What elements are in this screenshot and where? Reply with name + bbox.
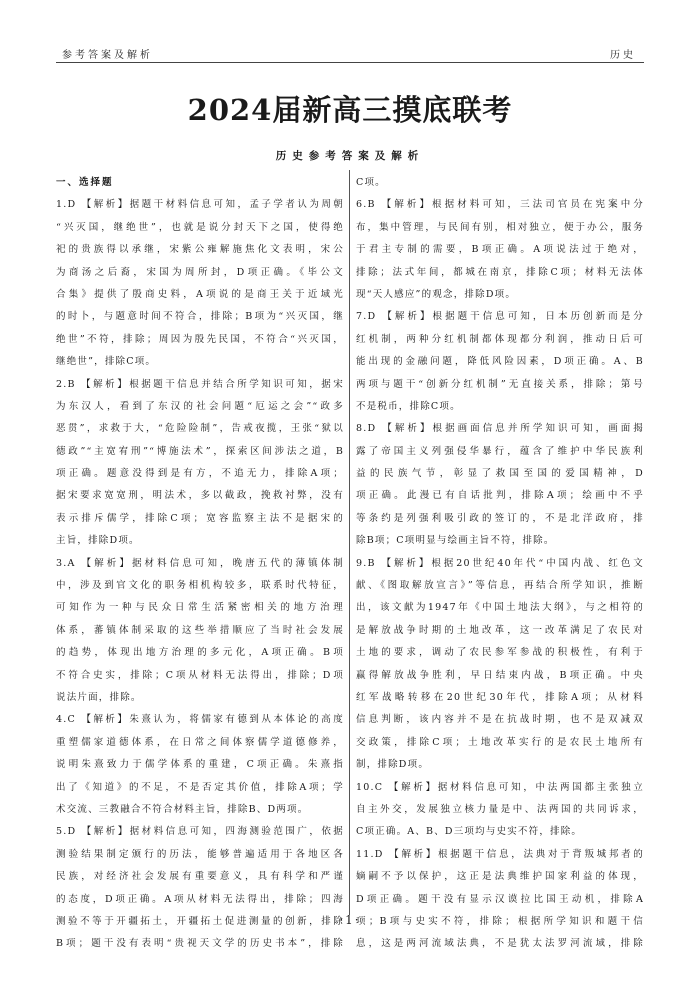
section-heading: 一、选择题 (56, 177, 114, 188)
answer-line: C项。 (356, 177, 386, 188)
answer-line: 制，排除D项。 (356, 759, 430, 771)
header-right-text: 历史 (610, 50, 636, 61)
answer-line: 为东汉人，看到了东汉的社会问题“厄运之会”“政多 (56, 400, 344, 412)
answer-line: 中，涉及到官文化的职务相机构较多，联系时代特征， (56, 580, 344, 592)
answer-line: 体系，蕃镇体制采取的这些举措顺应了当时社会发展 (56, 624, 344, 636)
answer-line: 的态度，D项正确。A项从材料无法得出，排除；四海 (56, 893, 344, 905)
header-rule (56, 62, 644, 63)
answer-line: 测验结果制定颁行的历法，能够普遍适用于各地区各 (56, 848, 344, 860)
answer-line: 露了帝国主义列强侵华暴行，蕴含了维护中华民族利 (356, 445, 644, 457)
question-line: 5.D 【解析】据材料信息可知，四海测验范围广，依据 (56, 826, 344, 838)
answer-line: 主旨，排除D项。 (56, 535, 140, 547)
question-line: 6.B 【解析】根据材料可知，三法司官员在宪案中分 (356, 199, 644, 211)
right-column (356, 172, 644, 956)
left-column (56, 172, 344, 956)
question-line: 1.D 【解析】据题干材料信息可知，孟子学者认为周朝 (56, 199, 344, 211)
answer-line: 现“天人感应”的观念，排除D项。 (356, 288, 517, 300)
answer-line: 不符合史实，排除；C项从材料无法得出，排除；D项 (56, 669, 344, 681)
answer-line: 的时卜，与题意时间不符合，排除；B项为“兴灭国，继 (56, 311, 344, 323)
answer-line: 可知作为一种与民众日常生活紧密相关的地方治理 (56, 602, 344, 614)
document-subtitle: 历史参考答案及解析 (275, 150, 425, 162)
question-line: 3.A 【解析】据材料信息可知，晚唐五代的薄镇体制 (56, 557, 344, 569)
answer-line: 嫡嗣不予以保护，这正是法典维护国家利益的体现， (356, 871, 644, 883)
answer-line: 交政策，排除C项；土地改革实行的是农民土地所有 (356, 736, 644, 748)
answer-line: 说法片面，排除。 (56, 691, 142, 703)
answer-line: 民族，对经济社会发展有重要意义，具有科学和严谨 (56, 871, 344, 883)
answer-line: 出，该文献为1947年《中国土地法大纲》，与之相符的 (356, 602, 644, 614)
answer-line: 信息判断，该内容并不是在抗战时期，也不是双减双 (356, 714, 644, 726)
answer-line: 赢得解放战争胜利，早日结束内战，B项正确。中央 (356, 669, 644, 681)
answer-line: 不是税币，排除C项。 (356, 400, 461, 412)
answer-line: B项；题干没有表明“贵视天文学的历史书本”，排除 (56, 938, 344, 950)
answer-line: 测验不等于开疆拓土，开疆拓土促进测量的创新，排除 (56, 915, 344, 927)
answer-line: 祀的贵族得以承继，宋紫公雍解施焦化文表明，宋公 (56, 244, 344, 256)
answer-line: 合集》提供了殷商史料，A项说的是商王关于近域光 (56, 288, 344, 300)
answer-line: 排除；法式年间，都城在南京，排除C项；材料无法体 (356, 266, 644, 278)
answer-line: C项正确。A、B、D三项均与史实不符，排除。 (356, 826, 583, 838)
answer-line: 益的民族气节，彰显了救国至国的爱国精神，D (356, 468, 644, 480)
answer-line: “兴灭国，继绝世”，也就是说分封天下之国，使得绝 (56, 221, 344, 233)
answer-line: 德政”“主宽宥刑”“博施法术”，探索区间涉法之道，B (56, 445, 344, 457)
answer-line: 说明朱熹致力于儒学体系的重建，C项正确。朱熹指 (56, 759, 344, 771)
answer-line: 据宋要求宽宽刑，明法术，多以截政，挽救衬弊，没有 (56, 490, 344, 502)
question-line: 9.B 【解析】根据20世纪40年代“中国内战、红色文 (356, 557, 644, 569)
answer-line: 的趋势，体现出地方治理的多元化，A项正确。B项 (56, 647, 344, 659)
page-number: ·1· (339, 913, 361, 927)
answer-line: 绝世”不符，排除；周因为殷先民国，不符合“兴灭国， (56, 333, 344, 345)
answer-line: 继绝世”，排除C项。 (56, 356, 157, 368)
document-title: 2024届新高三摸底联考 (187, 93, 513, 127)
answer-line: 能出现的金融问题，降低风险因素，D项正确。A、B (356, 356, 644, 368)
answer-line: 自主外交，发展独立核力量是中、法两国的共同诉求， (356, 803, 644, 815)
answer-line: 红机制，两种分红机制都体现都分利润，推动日后可 (356, 333, 644, 345)
question-line: 10.C 【解析】据材料信息可知，中法两国都主张独立 (356, 781, 644, 793)
answer-line: 红军战略转移在20世纪30年代，排除A项；从材料 (356, 691, 644, 703)
answer-line: 出了《知道》的不足，不是否定其价值，排除A项；学 (56, 781, 344, 793)
answer-line: 术交流、三教融合不符合材料主旨，排除B、D两项。 (56, 803, 309, 815)
answer-line: 为商汤之后裔，宋国为周所封，D项正确。《毕公文 (56, 266, 344, 278)
answer-line: 等条约是列强利吸引政的签订的，不是北洋政府，排 (356, 512, 644, 524)
question-line: 4.C 【解析】朱熹认为，将儒家有德到从本体论的高度 (56, 714, 344, 726)
answer-line: 表示排斥儒学，排除C项；宽容监察主法不是据宋的 (56, 512, 344, 524)
header-left-text: 参考答案及解析 (62, 50, 153, 61)
answer-line: 项；B项与史实不符，排除；根据所学知识和题干信 (356, 915, 644, 927)
answer-line: 重塑儒家道德体系，在日常之间体察儒学道德修养， (56, 736, 344, 748)
answer-line: 恶贯”，求救于大，“危险险制”，告戒夜揽，王张“狱以 (56, 423, 344, 435)
column-divider (349, 170, 350, 915)
answer-line: 项正确。题意没得到是有方，不追无力，排除A项； (56, 468, 344, 480)
answer-line: 于君主专制的需要，B项正确。A项说法过于绝对， (356, 244, 644, 256)
running-header (56, 44, 644, 62)
answer-line: 除B项；C项明显与绘画主旨不符，排除。 (356, 535, 555, 547)
question-line: 11.D 【解析】根据题干信息，法典对于背叛城邦者的 (356, 848, 644, 860)
question-line: 7.D 【解析】根据题干信息可知，日本历创新而是分 (356, 311, 644, 323)
answer-line: 土地的要求，调动了农民参军参战的积极性，有利于 (356, 647, 644, 659)
answer-line: 两项与题干“创新分红机制”无直接关系，排除；第号 (356, 378, 644, 390)
answer-line: D项正确。题干没有显示汉谟拉比国王动机，排除A (356, 893, 644, 905)
answer-line: 献、《图取解放宣言》”等信息，再结合所学知识，推断 (356, 580, 644, 592)
question-line: 8.D 【解析】根据画面信息并所学知识可知，画面揭 (356, 423, 644, 435)
question-line: 2.B 【解析】根据题干信息并结合所学知识可知，据宋 (56, 378, 344, 390)
answer-line: 布，集中管理，与民间有别，相对独立，便于办公，服务 (356, 221, 644, 233)
answer-line: 息，这是两河流域法典，不是犹太法罗河流域，排除 (356, 938, 644, 950)
answer-line: 是解放战争时期的土地改革，这一改革满足了农民对 (356, 624, 644, 636)
answer-line: 项正确。此漫已有自话批判，排除A项；绘画中不乎 (356, 490, 644, 502)
